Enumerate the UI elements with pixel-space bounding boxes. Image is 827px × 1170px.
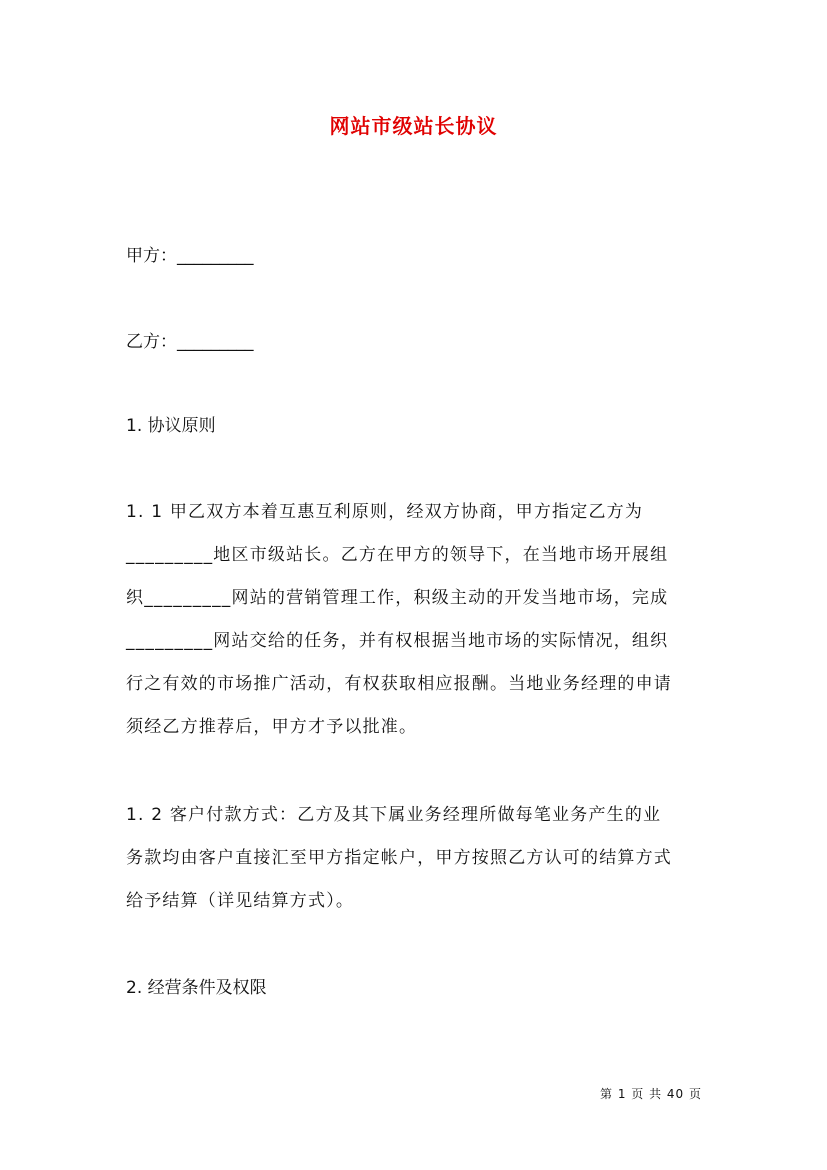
clause-1-2: [126, 794, 706, 923]
clause-1-2-line: 给予结算（详见结算方式）。: [126, 891, 355, 911]
clause-1-1-line: _________网站交给的任务，并有权根据当地市场的实际情况，组织: [126, 631, 669, 651]
clause-1-2-line: 务款均由客户直接汇至甲方指定帐户，甲方按照乙方认可的结算方式: [126, 848, 672, 868]
document-title: 网站市级站长协议: [329, 114, 498, 138]
clause-1-1-line: 行之有效的市场推广活动，有权获取相应报酬。当地业务经理的申请: [126, 674, 672, 694]
page-number-footer: 第 1 页 共 40 页: [600, 1087, 702, 1101]
clause-1-1: [126, 491, 706, 749]
section-2-heading: 2. 经营条件及权限: [126, 978, 267, 998]
clause-1-1-line: 1. 1 甲乙双方本着互惠互利原则，经双方协商，甲方指定乙方为: [126, 502, 644, 522]
party-a-line: 甲方：_________: [126, 246, 254, 266]
clause-1-2-line: 1. 2 客户付款方式：乙方及其下属业务经理所做每笔业务产生的业: [126, 805, 662, 825]
clause-1-1-line: 须经乙方推荐后，甲方才予以批准。: [126, 717, 418, 737]
party-b-line: 乙方：_________: [126, 332, 254, 352]
clause-1-1-line: _________地区市级站长。乙方在甲方的领导下，在当地市场开展组: [126, 545, 669, 565]
clause-1-1-line: 织_________网站的营销管理工作，积级主动的开发当地市场，完成: [126, 588, 669, 608]
section-1-heading: 1. 协议原则: [126, 416, 216, 436]
